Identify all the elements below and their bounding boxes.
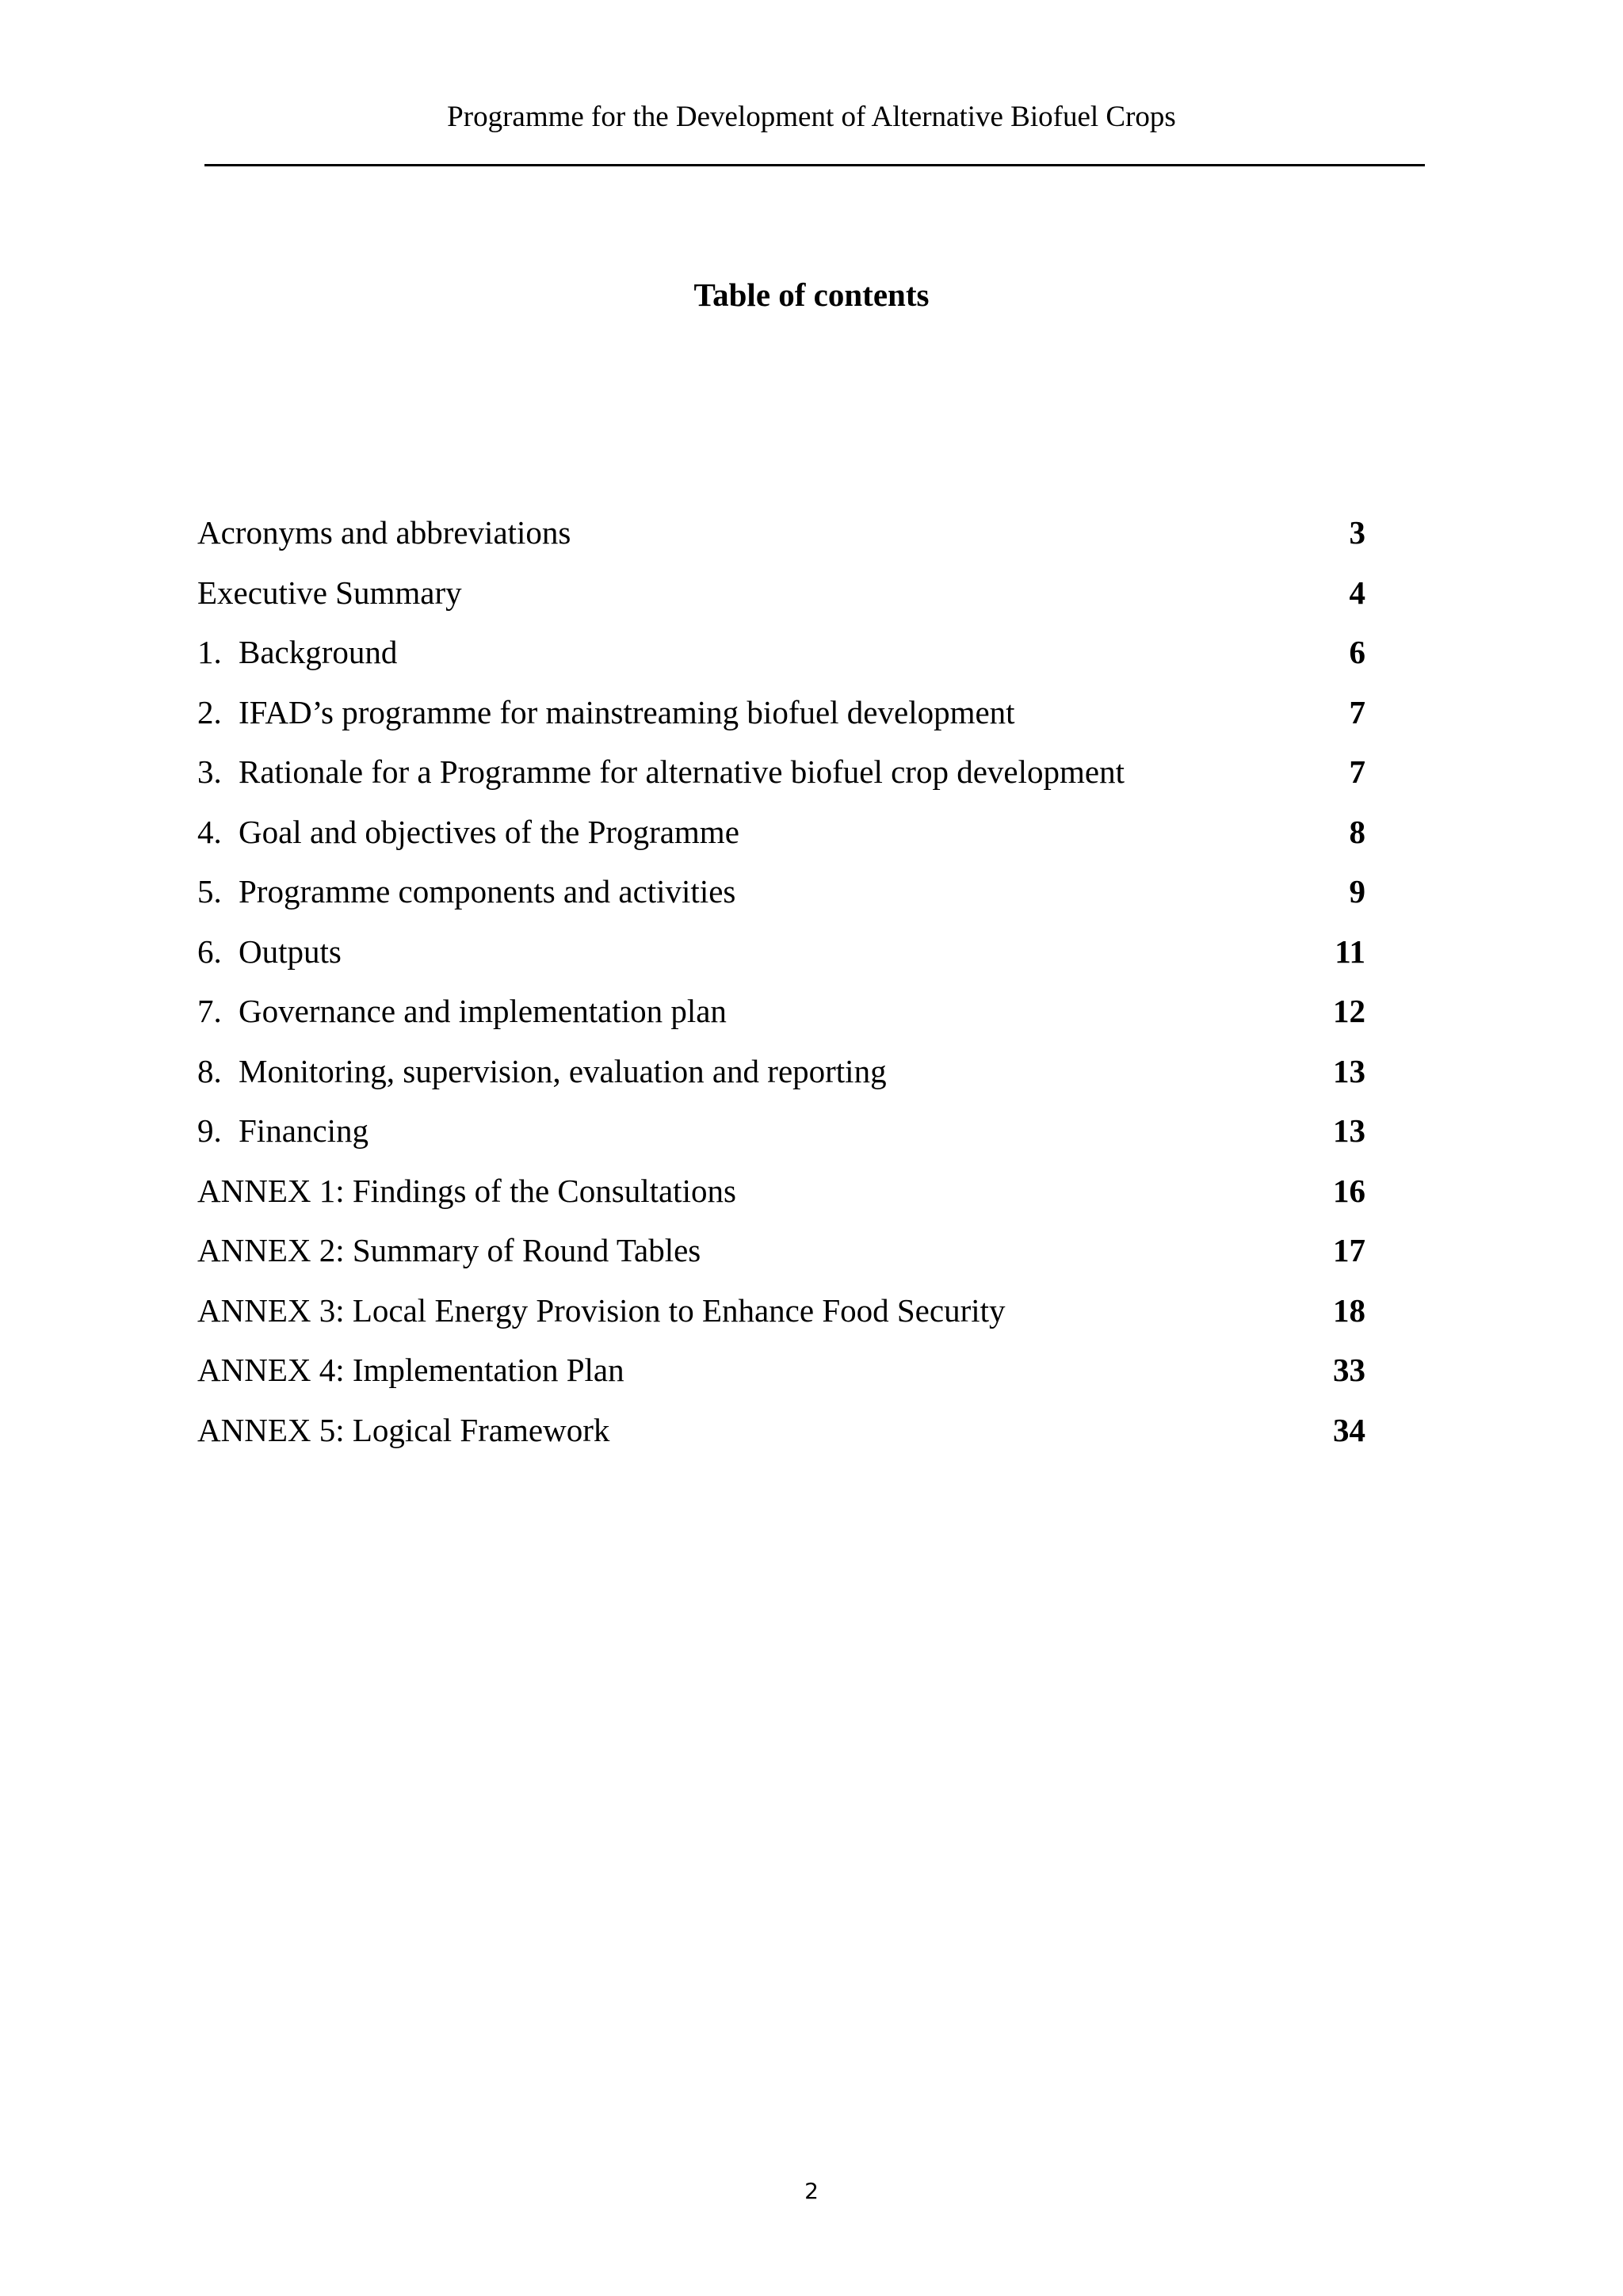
toc-entry-page: 7 [1349,753,1365,790]
toc-entry-annex-2[interactable] [197,1226,1365,1287]
toc-entry-label: Background [239,634,398,670]
toc-entry-rationale[interactable] [197,748,1365,808]
toc-entry-page: 17 [1333,1232,1365,1268]
toc-entry-ifad-programme[interactable] [197,688,1365,749]
toc-entry-goal-objectives[interactable] [197,808,1365,868]
toc-entry-financing[interactable] [197,1107,1365,1167]
toc-entry-components[interactable] [197,868,1365,928]
toc-entry-page: 13 [1333,1052,1365,1089]
toc-entry-annex-5[interactable] [197,1406,1365,1466]
toc-entry-label-wrap [197,1107,369,1154]
toc-entry-background[interactable] [197,628,1365,688]
toc-entry-annex-1[interactable] [197,1167,1365,1227]
toc-entry-label: Monitoring, supervision, evaluation and reporting [239,1052,887,1089]
toc-entry-page: 4 [1349,574,1365,611]
toc-entry-page: 8 [1349,813,1365,850]
toc-entry-page: 16 [1333,1172,1365,1209]
toc-entry-label-wrap [197,868,735,915]
toc-entry-number: 7. [197,993,222,1029]
toc-entry-label-wrap [197,628,397,676]
toc-entry-governance[interactable] [197,987,1365,1047]
toc-entry-label-wrap [197,688,1015,736]
toc-entry-number: 8. [197,1052,222,1089]
toc-entry-label-wrap [197,748,1125,795]
toc-entry-label: Acronyms and abbreviations [197,514,571,551]
toc-entry-label: Governance and implementation plan [239,993,727,1029]
toc-entry-label: Rationale for a Programme for alternative biofuel crop development [239,753,1125,790]
toc-entry-label: ANNEX 3: Local Energy Provision to Enhance Food Security [197,1291,1006,1329]
toc-entry-label: Executive Summary [197,574,462,611]
toc-entry-page: 6 [1349,634,1365,670]
page-number: 2 [804,2178,819,2204]
toc-entry-label: Goal and objectives of the Programme [239,813,739,850]
toc-entry-executive-summary[interactable] [197,569,1365,629]
toc-entry-label: IFAD’s programme for mainstreaming biofuel development [239,693,1015,730]
toc-entry-page: 13 [1333,1112,1365,1149]
toc-entry-label: Programme components and activities [239,873,736,910]
toc-entry-label: Financing [239,1112,369,1149]
toc-list [197,509,1365,1466]
toc-entry-page: 34 [1333,1411,1365,1448]
toc-entry-label-wrap [197,987,727,1035]
toc-entry-number: 3. [197,753,222,790]
toc-entry-label-wrap [197,928,342,975]
toc-entry-page: 33 [1333,1352,1365,1388]
toc-entry-page: 18 [1333,1291,1365,1329]
toc-entry-page: 12 [1333,993,1365,1029]
toc-entry-page: 9 [1349,873,1365,910]
toc-title: Table of contents [693,277,930,313]
header-rule [204,164,1425,166]
toc-entry-annex-3[interactable] [197,1287,1365,1347]
toc-entry-monitoring[interactable] [197,1047,1365,1108]
toc-entry-label: ANNEX 5: Logical Framework [197,1411,610,1448]
toc-entry-label: ANNEX 2: Summary of Round Tables [197,1232,701,1268]
toc-entry-page: 3 [1349,514,1365,551]
toc-entry-label-wrap [197,1047,887,1095]
toc-entry-label: Outputs [239,933,342,970]
toc-entry-annex-4[interactable] [197,1346,1365,1406]
toc-entry-number: 9. [197,1112,222,1149]
toc-entry-number: 1. [197,634,222,670]
toc-entry-label: ANNEX 1: Findings of the Consultations [197,1172,736,1209]
toc-entry-acronyms[interactable] [197,509,1365,569]
running-header: Programme for the Development of Alternative Biofuel Crops [447,101,1176,133]
toc-entry-label: ANNEX 4: Implementation Plan [197,1352,624,1388]
toc-entry-number: 6. [197,933,222,970]
toc-entry-page: 11 [1335,933,1365,970]
toc-entry-number: 5. [197,873,222,910]
toc-entry-page: 7 [1349,693,1365,730]
toc-entry-outputs[interactable] [197,928,1365,988]
toc-entry-number: 4. [197,813,222,850]
toc-entry-number: 2. [197,693,222,730]
toc-entry-label-wrap [197,808,739,856]
